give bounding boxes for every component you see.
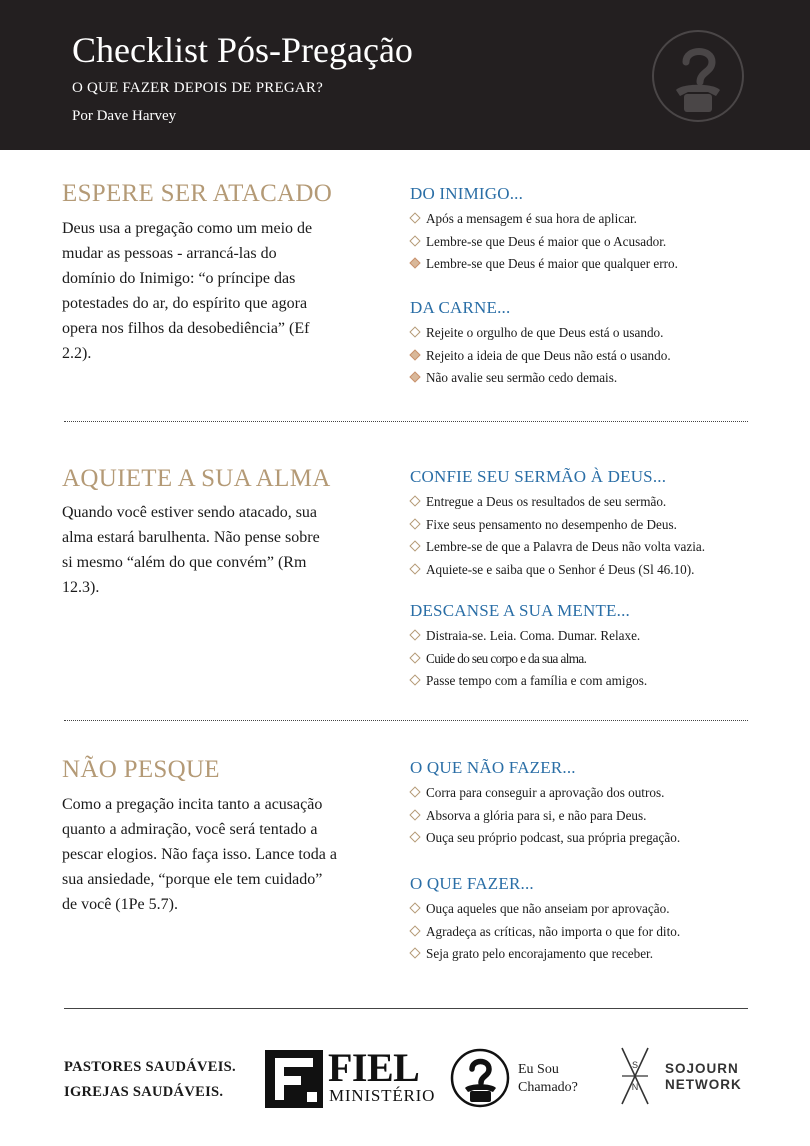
group-da-carne [410,298,755,390]
list-item: Aquiete-se e saiba que o Senhor é Deus (Sl 46.10). [410,559,755,582]
diamond-bullet-icon [409,258,420,269]
slogan-line: IGREJAS SAUDÁVEIS. [64,1084,224,1100]
chamado-line: Chamado? [518,1080,578,1095]
footer-slogan [64,1055,236,1105]
list-item: Agradeça as críticas, não importa o que for dito. [410,921,755,944]
diamond-bullet-icon [409,786,420,797]
list-item: Corra para conseguir a aprovação dos outros. [410,782,755,805]
diamond-bullet-icon [409,675,420,686]
group-title: O QUE NÃO FAZER... [410,758,576,777]
section-title: ESPERE SER ATACADO [62,180,333,207]
sojourn-line: SOJOURN [665,1061,739,1076]
body-line: domínio do Inimigo: “o príncipe das [62,270,296,287]
group-title: DA CARNE... [410,298,511,317]
body-line: alma estará barulhenta. Não pense sobre [62,529,320,546]
body-line: si mesmo “além do que convém” (Rm [62,554,307,571]
body-line: Como a pregação incita tanto a acusação [62,796,323,813]
list-item: Após a mensagem é sua hora de aplicar. [410,208,755,231]
group-title: DESCANSE A SUA MENTE... [410,601,630,620]
diamond-bullet-icon [409,629,420,640]
eu-sou-chamado-icon [450,1048,510,1108]
list-item: Cuide do seu corpo e da sua alma. [410,648,755,671]
fiel-f-mark-icon [265,1050,323,1108]
body-line: 2.2). [62,345,92,362]
diamond-bullet-icon [409,212,420,223]
body-line: opera nos filhos da desobediência” (Ef [62,320,310,337]
section-aquiete-a-sua-alma [62,465,752,695]
list-item: Seja grato pelo encorajamento que receber. [410,943,755,966]
section-body [62,500,362,600]
group-o-que-fazer [410,874,755,966]
list-item: Lembre-se de que a Palavra de Deus não volta vazia. [410,536,755,559]
body-line: quanto a admiração, você será tentado a [62,821,318,838]
author-line: Por Dave Harvey [72,108,177,124]
group-title: O QUE FAZER... [410,874,534,893]
diamond-bullet-icon [409,349,420,360]
header-banner [0,0,810,150]
diamond-bullet-icon [409,652,420,663]
body-line: sua ansiedade, “porque ele tem cuidado” [62,871,323,888]
diamond-bullet-icon [409,948,420,959]
section-title: AQUIETE A SUA ALMA [62,465,331,492]
list-item: Rejeite o orgulho de que Deus está o usando. [410,322,755,345]
section-body [62,216,362,366]
diamond-bullet-icon [409,563,420,574]
group-title: CONFIE SEU SERMÃO À DEUS... [410,467,667,486]
diamond-bullet-icon [409,925,420,936]
diamond-bullet-icon [409,809,420,820]
diamond-bullet-icon [409,541,420,552]
list-item: Ouça seu próprio podcast, sua própria pregação. [410,827,755,850]
sojourn-network-text [665,1061,742,1093]
diamond-bullet-icon [409,326,420,337]
dotted-divider [64,720,748,721]
diamond-bullet-icon [409,235,420,246]
dotted-divider [64,421,748,422]
group-o-que-nao-fazer [410,758,755,850]
section-body [62,792,362,917]
body-line: mudar as pessoas - arrancá-las do [62,245,277,262]
group-title: DO INIMIGO... [410,184,524,203]
body-line: potestades do ar, do espírito que agora [62,295,308,312]
body-line: Deus usa a pregação como um meio de [62,220,313,237]
list-item: Entregue a Deus os resultados de seu sermão. [410,491,755,514]
list-item: Rejeito a ideia de que Deus não está o usando. [410,345,755,368]
diamond-bullet-icon [409,495,420,506]
page-subtitle: O QUE FAZER DEPOIS DE PREGAR? [72,80,323,96]
page-title: Checklist Pós-Pregação [72,30,413,70]
diamond-bullet-icon [409,902,420,913]
fiel-ministerio-logo [265,1045,436,1110]
sojourn-line: NETWORK [665,1077,742,1092]
svg-text:S: S [631,1060,639,1070]
svg-text:N: N [631,1082,639,1092]
list-item: Absorva a glória para si, e não para Deus. [410,805,755,828]
fiel-word: FIEL [328,1045,420,1090]
chamado-line: Eu Sou [518,1062,559,1077]
question-phone-icon [650,28,746,124]
footer-rule [64,1008,748,1009]
slogan-line: PASTORES SAUDÁVEIS. [64,1059,236,1075]
fiel-subword: MINISTÉRIO [329,1086,436,1105]
eu-sou-chamado-text [518,1061,578,1097]
list-item: Fixe seus pensamento no desempenho de Deus. [410,514,755,537]
list-item: Passe tempo com a família e com amigos. [410,670,755,693]
list-item: Ouça aqueles que não anseiam por aprovação. [410,898,755,921]
list-item: Não avalie seu sermão cedo demais. [410,367,755,390]
body-line: Quando você estiver sendo atacado, sua [62,504,318,521]
list-item: Distraia-se. Leia. Coma. Dumar. Relaxe. [410,625,755,648]
group-descanse-a-sua-mente [410,601,755,693]
group-do-inimigo [410,184,755,276]
section-title: NÃO PESQUE [62,756,220,783]
body-line: de você (1Pe 5.7). [62,896,178,913]
sojourn-compass-icon [616,1046,654,1106]
diamond-bullet-icon [409,518,420,529]
body-line: pescar elogios. Não faça isso. Lance toda a [62,846,337,863]
list-item: Lembre-se que Deus é maior que o Acusador. [410,231,755,254]
list-item: Lembre-se que Deus é maior que qualquer erro. [410,253,755,276]
section-espere-ser-atacado [62,180,752,400]
group-confie-seu-sermao [410,467,755,581]
body-line: 12.3). [62,579,100,596]
diamond-bullet-icon [409,372,420,383]
diamond-bullet-icon [409,832,420,843]
section-nao-pesque [62,756,752,976]
